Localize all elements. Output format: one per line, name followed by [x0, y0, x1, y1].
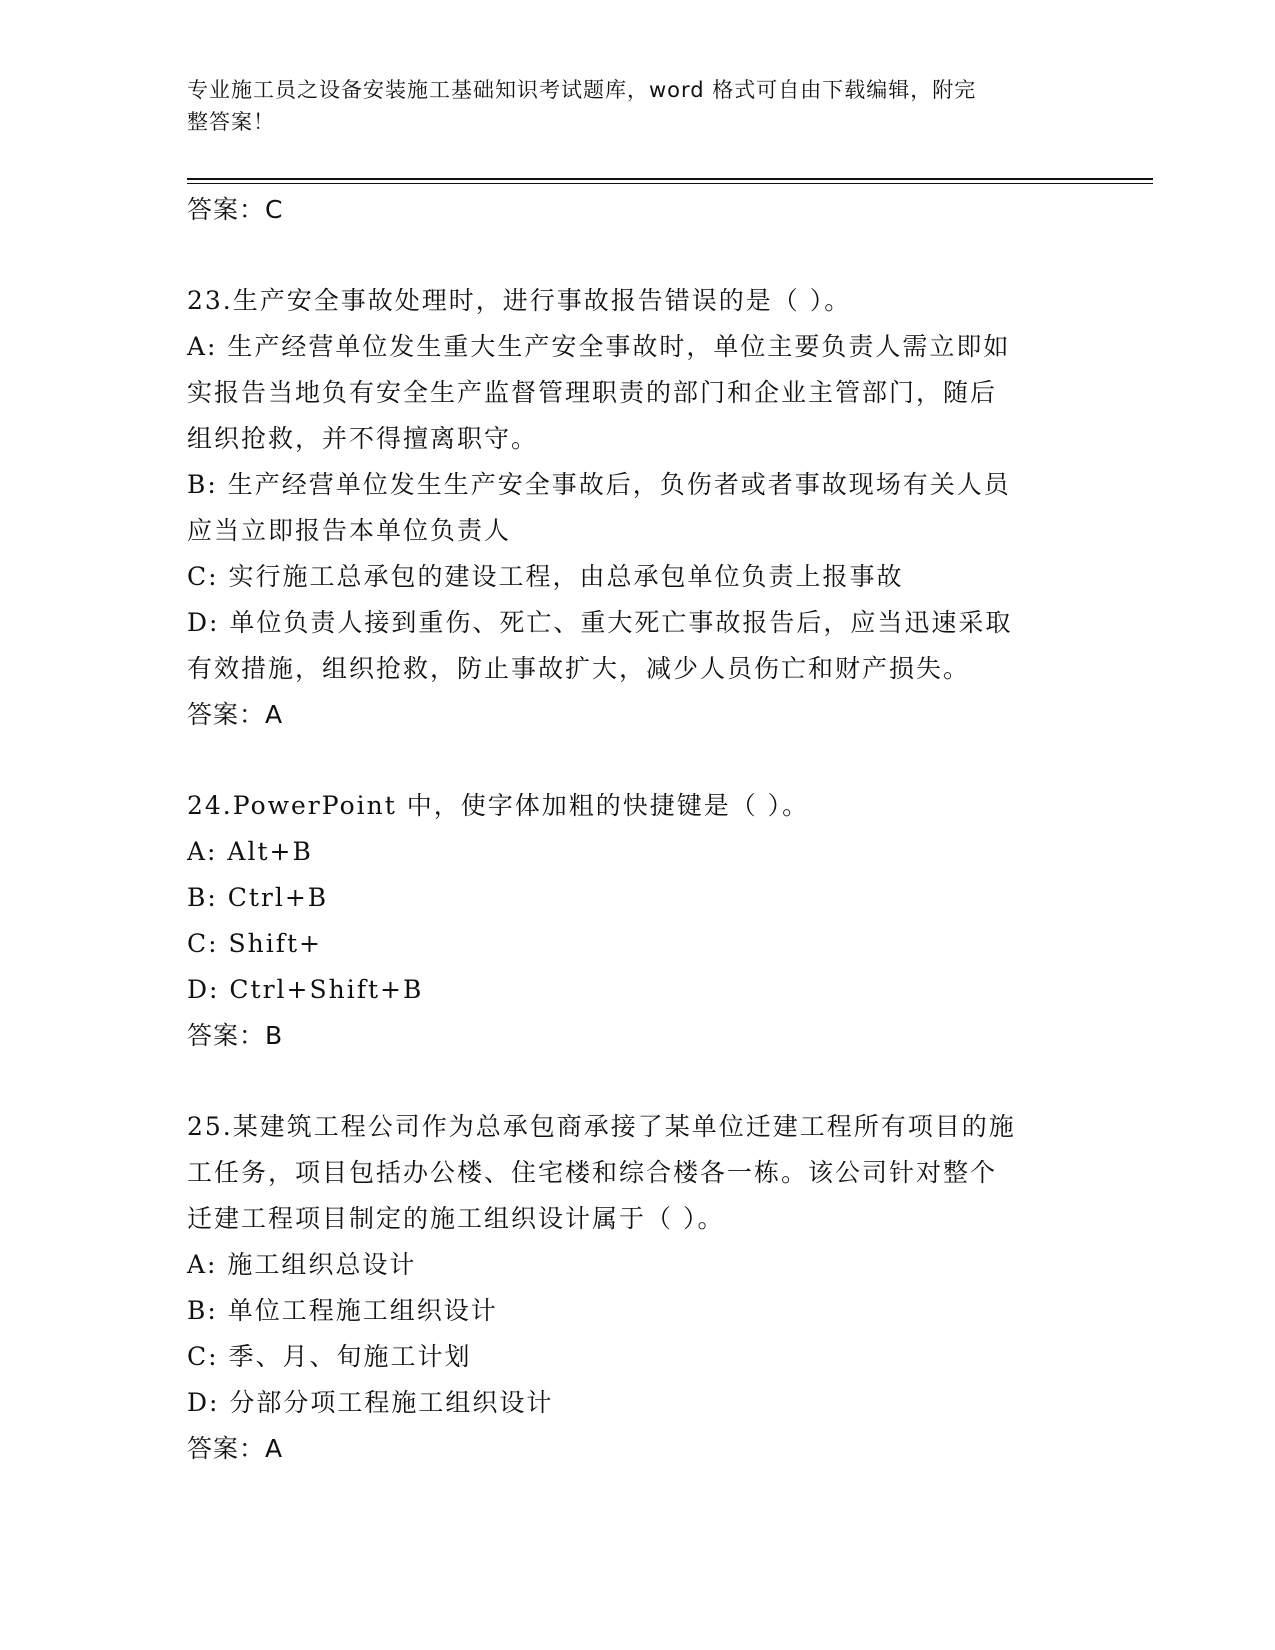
option-d-line: D: 单位负责人接到重伤、死亡、重大死亡事故报告后，应当迅速采取 — [187, 608, 1013, 637]
page-header — [187, 74, 1067, 138]
question-stem: 25.某建筑工程公司作为总承包商承接了某单位迁建工程所有项目的施 — [187, 1112, 1016, 1141]
question-stem: 工任务，项目包括办公楼、住宅楼和综合楼各一栋。该公司针对整个 — [187, 1158, 998, 1187]
question-24 — [187, 783, 1087, 1013]
question-23 — [187, 278, 1087, 692]
answer-24: 答案：B — [187, 1021, 284, 1050]
option-b-line: 应当立即报告本单位负责人 — [187, 516, 512, 545]
option-a-line: 组织抢救，并不得擅离职守。 — [187, 424, 539, 453]
option-a-line: A: 施工组织总设计 — [187, 1250, 417, 1279]
option-b-line: B: 单位工程施工组织设计 — [187, 1296, 498, 1325]
answer-23: 答案：A — [187, 700, 284, 729]
previous-answer: 答案：C — [187, 195, 284, 224]
spacer — [187, 738, 1087, 783]
option-c-line: C: 季、月、旬施工计划 — [187, 1342, 472, 1371]
answer-25: 答案：A — [187, 1434, 284, 1463]
option-c-line: C: 实行施工总承包的建设工程，由总承包单位负责上报事故 — [187, 562, 904, 591]
option-b-line: B: Ctrl+B — [187, 883, 329, 912]
option-a-line: 实报告当地负有安全生产监督管理职责的部门和企业主管部门，随后 — [187, 378, 998, 407]
header-line-2: 整答案！ — [187, 110, 275, 134]
option-a-line: A: Alt+B — [187, 837, 313, 866]
question-stem: 迁建工程项目制定的施工组织设计属于（ ）。 — [187, 1204, 725, 1233]
header-divider-thick — [187, 178, 1153, 180]
option-c-line: C: Shift+ — [187, 929, 322, 958]
option-b-line: B: 生产经营单位发生生产安全事故后，负伤者或者事故现场有关人员 — [187, 470, 1011, 499]
option-d-line: D: Ctrl+Shift+B — [187, 975, 424, 1004]
content-area — [187, 187, 1087, 1472]
header-divider-thin — [187, 183, 1153, 184]
header-line-1: 专业施工员之设备安装施工基础知识考试题库，word 格式可自由下载编辑，附完 — [187, 78, 977, 102]
spacer — [187, 1059, 1087, 1104]
question-stem: 23.生产安全事故处理时，进行事故报告错误的是（ ）。 — [187, 286, 852, 315]
option-d-line: D: 分部分项工程施工组织设计 — [187, 1388, 554, 1417]
option-a-line: A: 生产经营单位发生重大生产安全事故时，单位主要负责人需立即如 — [187, 332, 1011, 361]
option-d-line: 有效措施，组织抢救，防止事故扩大，减少人员伤亡和财产损失。 — [187, 654, 971, 683]
spacer — [187, 233, 1087, 278]
question-25 — [187, 1104, 1087, 1426]
question-stem: 24.PowerPoint 中，使字体加粗的快捷键是（ ）。 — [187, 791, 810, 820]
